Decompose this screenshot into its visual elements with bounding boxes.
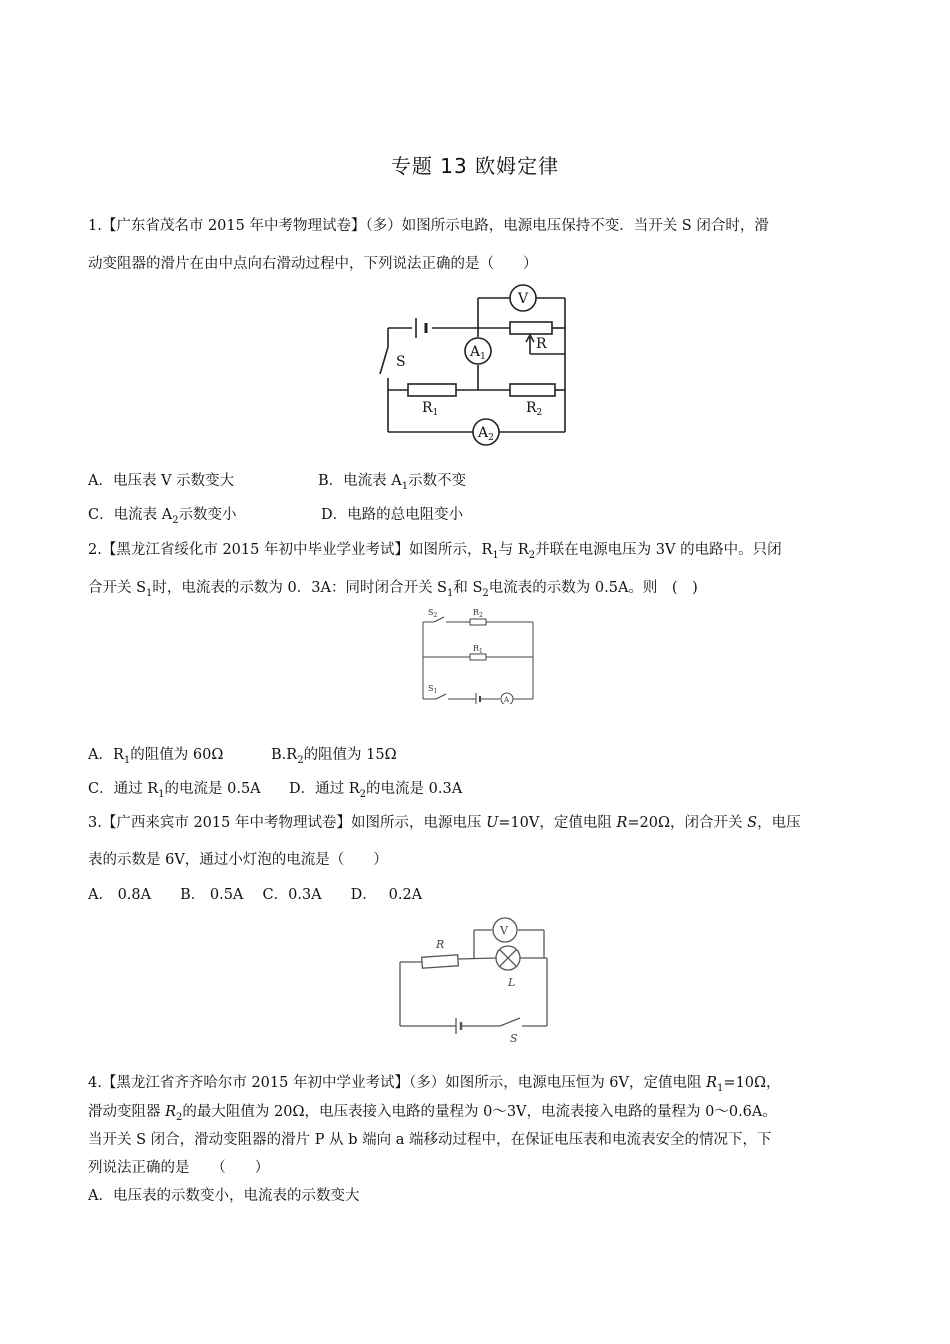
q1-switch-label: S <box>396 354 406 370</box>
q3-line-1: 3.【广西来宾市 2015 年中考物理试卷】如图所示，电源电压 U=10V，定值电阻 R=20Ω，闭合开关 S，电压 <box>88 815 801 831</box>
q1-voltmeter-label: V <box>518 291 529 307</box>
q2-ammeter-label: A <box>504 696 510 704</box>
q1-option-a: A．电压表 V 示数变大 <box>88 473 235 489</box>
q2-option-d: D．通过 $R_2$的电流是 0.3A <box>289 781 463 800</box>
q1-option-c: C．电流表 $A_2$示数变小 <box>88 507 237 526</box>
q4-line-1: 4.【黑龙江省齐齐哈尔市 2015 年初中学业考试】（多）如图所示，电源电压恒为 6V，定值电阻 $R_1=10\Omega$， <box>88 1075 781 1094</box>
q2-line-1: 2.【黑龙江省绥化市 2015 年初中毕业学业考试】如图所示，$R_1$与 $R_2$并联在电源电压为 3V 的电路中。只闭 <box>88 542 782 561</box>
q1-rheostat-label: R <box>536 336 547 352</box>
q3-resistor-label: R <box>436 938 445 951</box>
page-title: 专题 13 欧姆定律 <box>390 154 560 178</box>
q1-line-2: 动变阻器的滑片在由中点向右滑动过程中，下列说法正确的是（ ） <box>88 256 538 272</box>
q3-voltmeter-label: V <box>500 924 508 937</box>
q4-option-a: A．电压表的示数变小，电流表的示数变大 <box>88 1188 360 1204</box>
q2-circuit-diagram <box>418 604 543 704</box>
q2-option-b: $B.R_2$的阻值为 15Ω <box>271 747 397 766</box>
q1-option-b: B．电流表 $A_1$示数不变 <box>318 473 467 492</box>
q2-option-c: C．通过 $R_1$的电流是 0.5A <box>88 781 261 800</box>
q2-option-a: A．$R_1$的阻值为 60Ω <box>88 747 224 766</box>
q4-line-4: 列说法正确的是 （ ） <box>88 1160 270 1176</box>
q3-switch-label: S <box>510 1032 518 1045</box>
q2-r2-label: $R_2$ <box>473 608 483 619</box>
q1-circuit-diagram <box>370 282 590 447</box>
q1-line-1: 1.【广东省茂名市 2015 年中考物理试卷】（多）如图所示电路，电源电压保持不变．当开关 S 闭合时，滑 <box>88 218 769 234</box>
q3-circuit-diagram <box>392 910 562 1045</box>
q2-s1-label: $S_1$ <box>428 684 438 695</box>
q4-line-2: 滑动变阻器 $R_2$的最大阻值为 20Ω，电压表接入电路的量程为 0～3V，电流表接入电路的量程为 0～0.6A。 <box>88 1104 777 1123</box>
q1-r2-label: $R_2$ <box>526 400 543 418</box>
q2-s2-label: $S_2$ <box>428 608 438 619</box>
q4-line-3: 当开关 S 闭合，滑动变阻器的滑片 P 从 b 端向 a 端移动过程中，在保证电压表和电流表安全的情况下，下 <box>88 1132 772 1148</box>
q3-line-2: 表的示数是 6V，通过小灯泡的电流是（ ） <box>88 852 388 868</box>
q3-options: A． 0.8A B． 0.5A C．0.3A D． 0.2A <box>88 887 423 903</box>
q2-line-2: 合开关 $S_1$时，电流表的示数为 0．3A：同时闭合开关 $S_1$和 $S_2$电流表的示数为 0.5A。则 ( ) <box>88 580 698 599</box>
q3-lamp-label: L <box>508 976 516 989</box>
q2-r1-label: $R_1$ <box>473 644 483 655</box>
q1-ammeter1-label: $A_1$ <box>470 344 486 362</box>
q1-ammeter2-label: $A_2$ <box>478 425 494 443</box>
q1-option-d: D．电路的总电阻变小 <box>321 507 464 523</box>
q1-r1-label: $R_1$ <box>422 400 439 418</box>
